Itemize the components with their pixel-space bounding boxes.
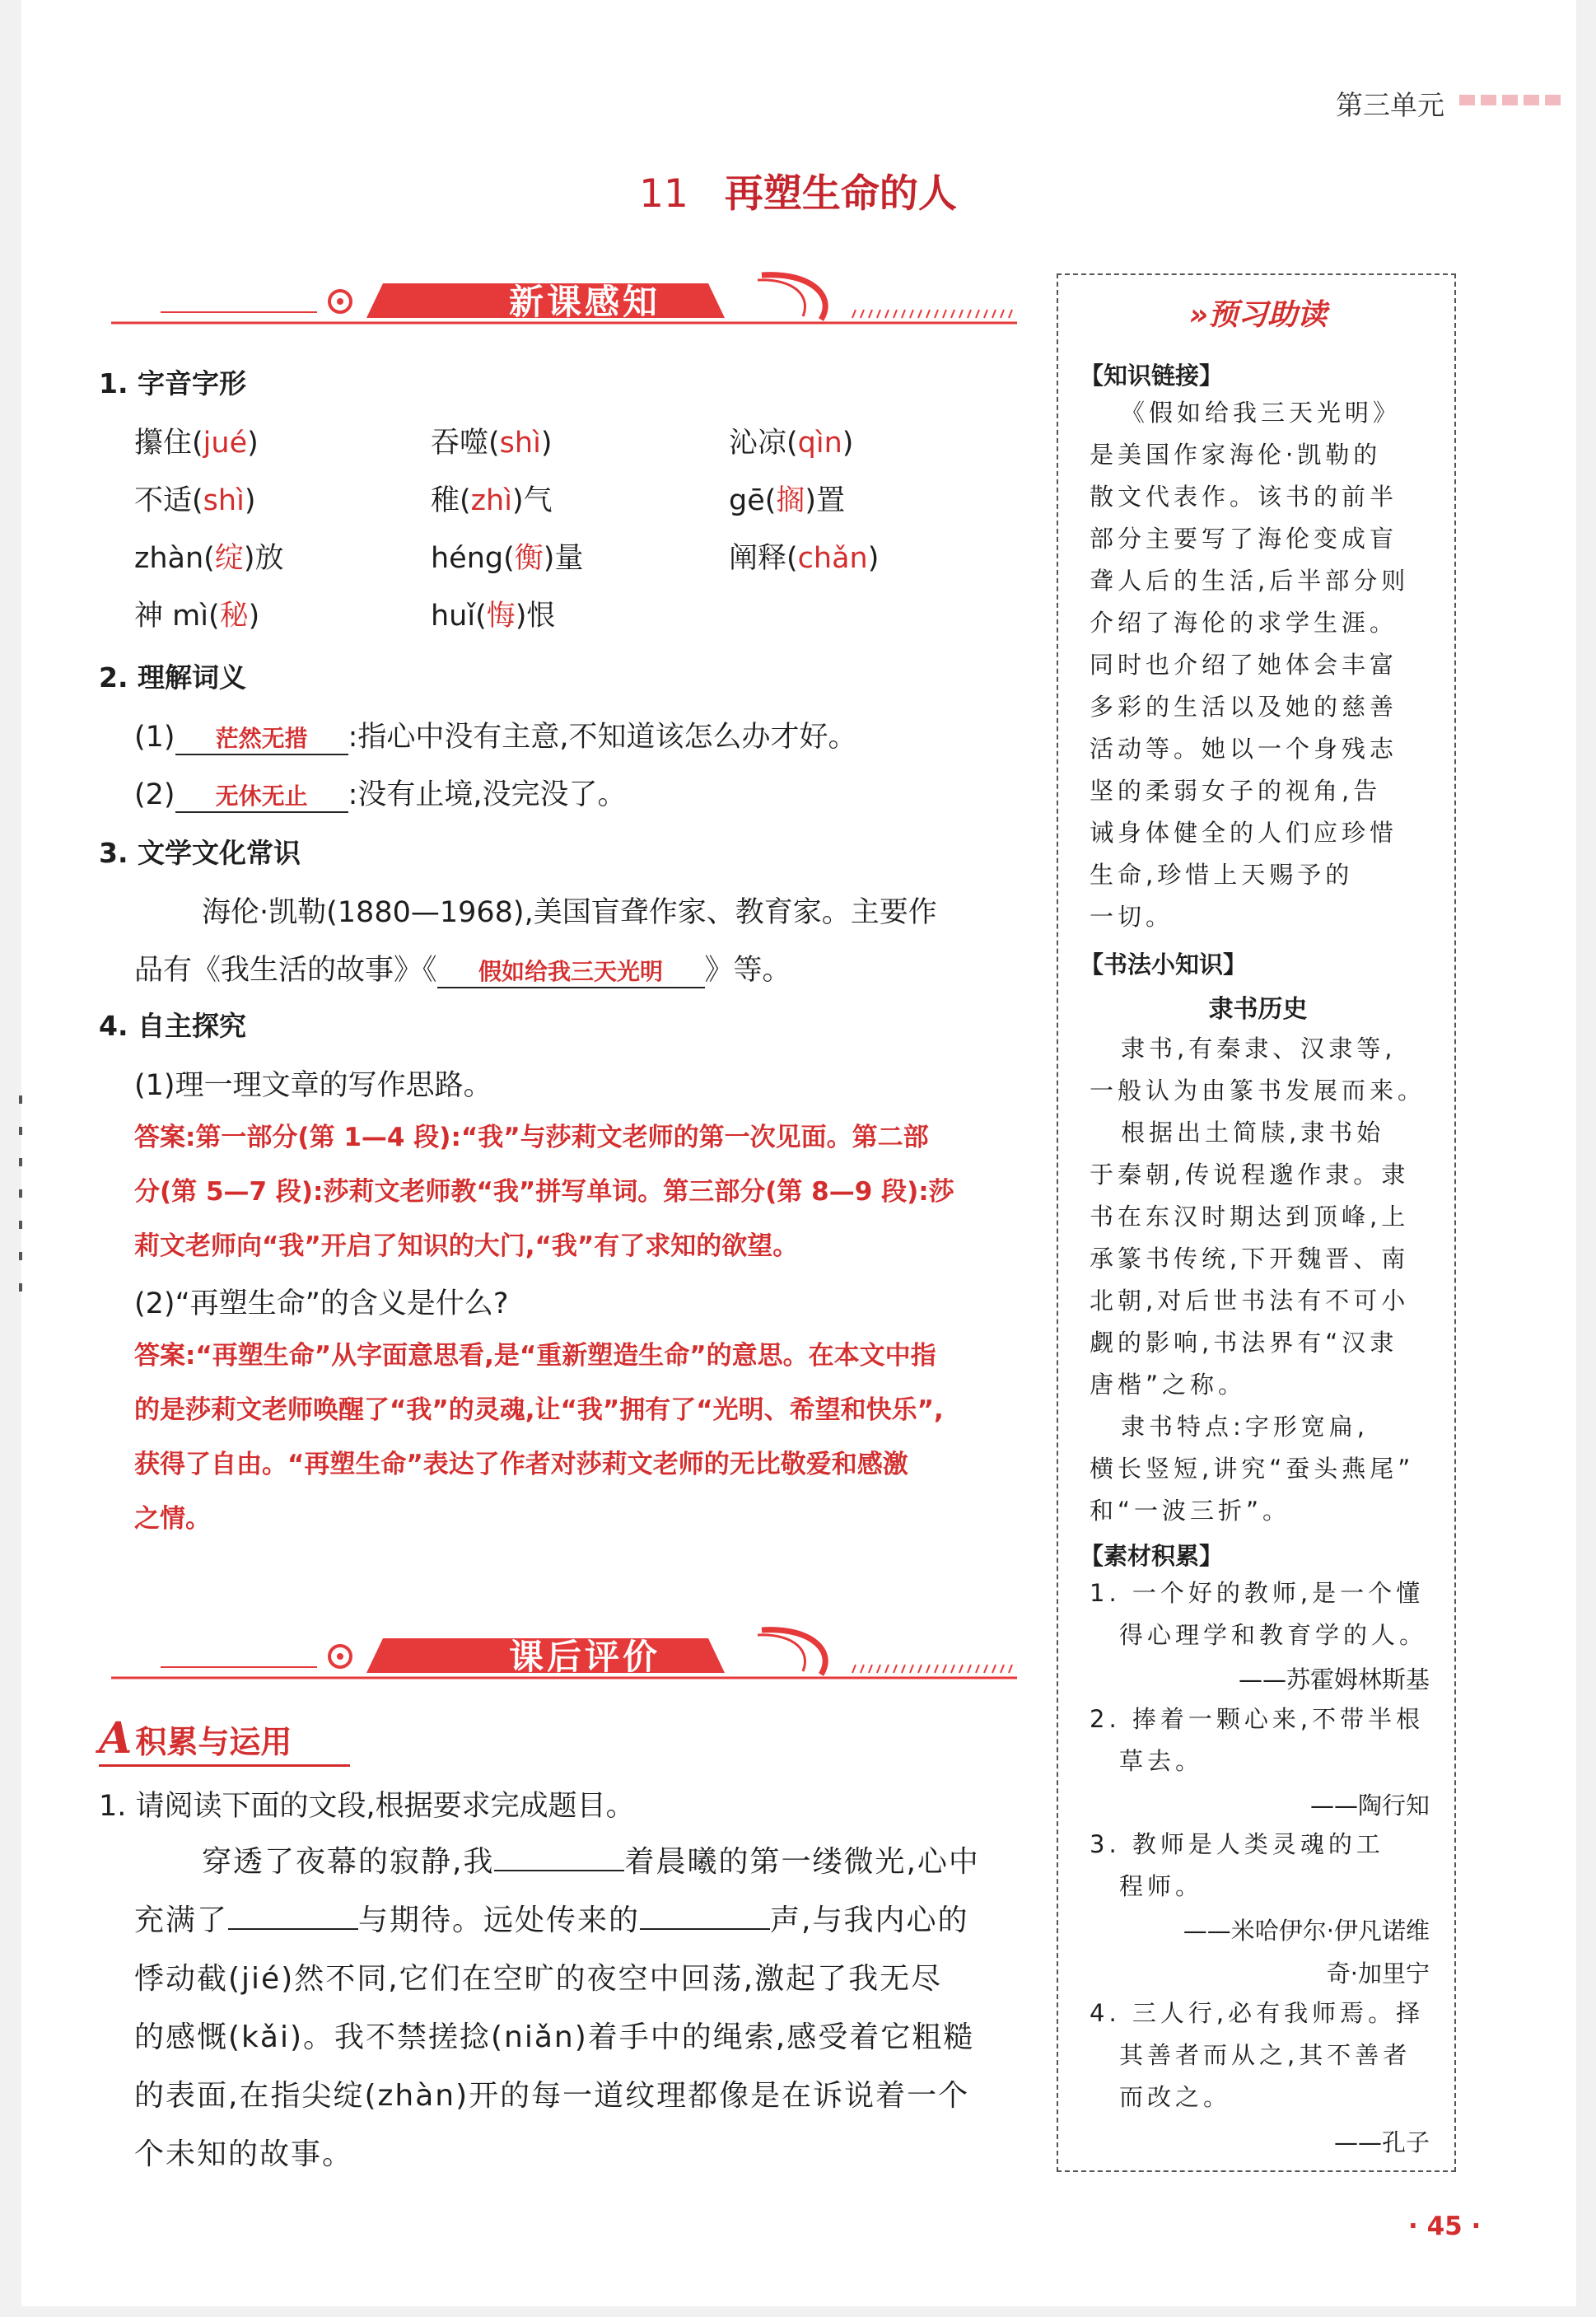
q4-heading: 4. 自主探究 — [99, 1010, 246, 1042]
double-chevron-icon: » — [1188, 298, 1209, 332]
q4-sub1: (1)理一理文章的写作思路。 — [134, 1069, 492, 1102]
q1-heading: 1. 字音字形 — [99, 367, 246, 399]
calligraphy-text: 隶书,有秦隶、汉隶等, 一般认为由篆书发展而来。 根据出土简牍,隶书始 于秦朝,传说程邈作隶。隶 书在东汉时期达到顶峰,上 承篆书传统,下开魏晋、南 北朝,对后世书法有不可小 觑的影响,书法界有“汉隶 唐楷”之称。 隶书特点:字形宽扁, 横长竖短,讲究“蚕头燕尾” 和“一波三折”。 — [1090, 1035, 1426, 1525]
q1-item: zhàn(绽)放 — [134, 542, 284, 575]
lesson-name: 再塑生命的人 — [724, 171, 957, 217]
preview-sidebar — [1057, 273, 1456, 2172]
page-number: · 45 · — [1408, 2212, 1482, 2241]
knowledge-text: 《假如给我三天光明》 是美国作家海伦·凯勒的 散文代表作。该书的前半 部分主要写了海伦变成盲 聋人后的生活,后半部分则 介绍了海伦的求学生涯。 同时也介绍了她体会丰富 多彩的生活以及她的慈善 活动等。她以一个身残志 坚的柔弱女子的视角,告 诫身体健全的人们应珍惜 生命,珍惜上天赐予的 一切。 — [1090, 399, 1410, 931]
quote-author: ——孔子 — [1333, 2128, 1430, 2156]
sidebar-title: »预习助读 — [1188, 298, 1328, 332]
q1-item: 稚(zhì)气 — [431, 484, 553, 517]
q4-answer1: 答案:第一部分(第 1—4 段):“我”与莎莉文老师的第一次见面。第二部 分(第 5—7 段):莎莉文老师教“我”拼写单词。第三部分(第 8—9 段):莎 莉文老师向“我”开启了知识的大门,“我”有了求知的欲望。 — [134, 1123, 954, 1261]
banner-title: 课后评价 — [508, 1637, 660, 1677]
lesson-number: 11 — [639, 171, 688, 217]
section-a-title: 积累与运用 — [135, 1724, 292, 1760]
section-a-letter: A — [99, 1713, 133, 1763]
knowledge-heading: 【知识链接】 — [1080, 362, 1224, 390]
q1-item: 攥住(jué) — [134, 427, 259, 460]
blank-input[interactable] — [494, 1845, 624, 1871]
blank-input[interactable] — [640, 1904, 770, 1930]
q5-passage: 穿透了夜幕的寂静,我 着晨曦的第一缕微光,心中 充满了 与期待。远处传来的 声,与我内心的 悸动截(jié)然不同,它们在空旷的夜空中回荡,激起了我无尽 的感慨(kǎi)。我不禁搓捻(niǎn)着手中的绳索,感受着它粗糙 的表面,在指尖绽(zhàn)开的每一道纹理都像是在诉说着一个 个未知的故事。 — [134, 1845, 980, 2171]
banner-title: 新课感知 — [508, 282, 660, 322]
q1-item: 不适(shì) — [134, 484, 256, 517]
unit-decoration — [1459, 93, 1566, 109]
q1-item: héng(衡)量 — [431, 542, 584, 575]
blank-input[interactable] — [228, 1904, 358, 1930]
quote-author: ——米哈伊尔·伊凡诺维 — [1183, 1917, 1430, 1945]
q1-item: gē(搁)置 — [729, 484, 846, 517]
q1-item: huǐ(悔)恨 — [431, 600, 556, 633]
q5-heading: 1. 请阅读下面的文段,根据要求完成题目。 — [99, 1790, 635, 1823]
unit-label: 第三单元 — [1336, 89, 1444, 121]
quote-item: 3. 教师是人类灵魂的工 程师。 — [1090, 1830, 1384, 1900]
banner-after-class — [111, 1627, 1017, 1684]
section-a-underline — [99, 1764, 350, 1767]
calligraphy-title: 隶书历史 — [1208, 995, 1308, 1024]
quote-item: 4. 三人行,必有我师焉。择 其善者而从之,其不善者 而改之。 — [1090, 1999, 1425, 2111]
q3-line: 海伦·凯勒(1880—1968),美国盲聋作家、教育家。主要作 — [202, 896, 937, 929]
q1-item: 阐释(chǎn) — [729, 542, 880, 575]
material-heading: 【素材积累】 — [1080, 1542, 1224, 1570]
quote-author: ——陶行知 — [1309, 1791, 1430, 1819]
quote-author: 奇·加里宁 — [1326, 1960, 1430, 1988]
q2-item: (1) 茫然无措 :指心中没有主意,不知道该怎么办才好。 — [134, 721, 857, 754]
margin-marks — [19, 1095, 22, 1315]
quote-author: ——苏霍姆林斯基 — [1238, 1665, 1430, 1693]
q1-item: 神 mì(秘) — [134, 600, 260, 633]
quote-item: 1. 一个好的教师,是一个懂 得心理学和教育学的人。 — [1090, 1579, 1428, 1649]
section-a-heading — [99, 1713, 292, 1763]
q1-item: 吞噬(shì) — [431, 427, 553, 460]
banner-new-lesson — [111, 272, 1017, 329]
q4-answer2: 答案:“再塑生命”从字面意思看,是“重新塑造生命”的意思。在本文中指 的是莎莉文老师唤醒了“我”的灵魂,让“我”拥有了“光明、希望和快乐”, 获得了自由。“再塑生命”表达了作者对莎莉文老师的无比敬爱和感激 之情。 — [134, 1341, 944, 1534]
q3-line: 品有《我生活的故事》《 假如给我三天光明 》等。 — [134, 954, 791, 987]
quote-item: 2. 捧着一颗心来,不带半根 草去。 — [1090, 1705, 1425, 1775]
q3-heading: 3. 文学文化常识 — [99, 837, 301, 869]
q2-heading: 2. 理解词义 — [99, 661, 246, 694]
calligraphy-heading: 【书法小知识】 — [1080, 951, 1248, 979]
q2-item: (2) 无休无止 :没有止境,没完没了。 — [134, 778, 627, 811]
q1-item: 沁凉(qìn) — [729, 427, 854, 460]
q4-sub2: (2)“再塑生命”的含义是什么? — [134, 1287, 509, 1320]
lesson-title — [0, 163, 1596, 218]
